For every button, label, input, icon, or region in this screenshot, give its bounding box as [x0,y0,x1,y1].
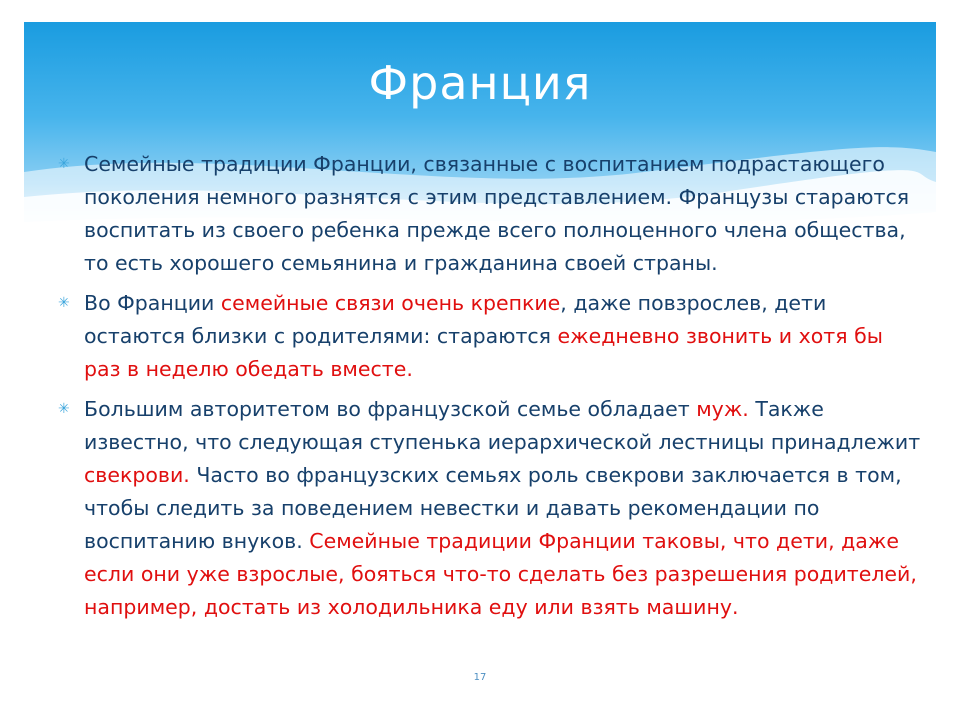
page-number: 17 [473,672,487,683]
highlighted-text: свекрови. [84,463,190,487]
highlighted-text: Семейные традиции Франции таковы, что дети, даже если они уже взрослые, бояться что-то сделать без разрешения родителей, например, достать из холодильника еду или взять машину. [84,529,917,619]
asterisk-icon: ✳ [58,156,70,172]
bullet-text: Также известно, что следующая ступенька иерархической лестницы принадлежит [84,397,921,454]
bullet-item [58,287,924,386]
bullet-item [58,148,924,280]
bullet-list [58,148,924,631]
bullet-text: Большим авторитетом во французской семье обладает [84,397,697,421]
asterisk-icon: ✳ [58,401,70,417]
bullet-text: , даже повзрослев, дети остаются близки с родителями: стараются [84,291,827,348]
highlighted-text: ежедневно звонить и хотя бы раз в неделю обедать вместе. [84,324,883,381]
bullet-text: Семейные традиции Франции, связанные с воспитанием подрастающего поколения немного разнятся с этим представлением. Французы стараются воспитать из своего ребенка прежде всего полноценного члена общества, то есть хорошего семьянина и гражданина своей страны. [84,152,910,275]
bullet-text: Часто во французских семьях роль свекрови заключается в том, чтобы следить за поведением невестки и давать рекомендации по воспитанию внуков. [84,463,902,553]
slide-title: Франция [368,56,592,110]
highlighted-text: семейные связи очень крепкие [220,291,561,315]
bullet-text: Во Франции [84,291,221,315]
highlighted-text: муж. [696,397,749,421]
asterisk-icon: ✳ [58,295,70,311]
bullet-item [58,393,924,624]
